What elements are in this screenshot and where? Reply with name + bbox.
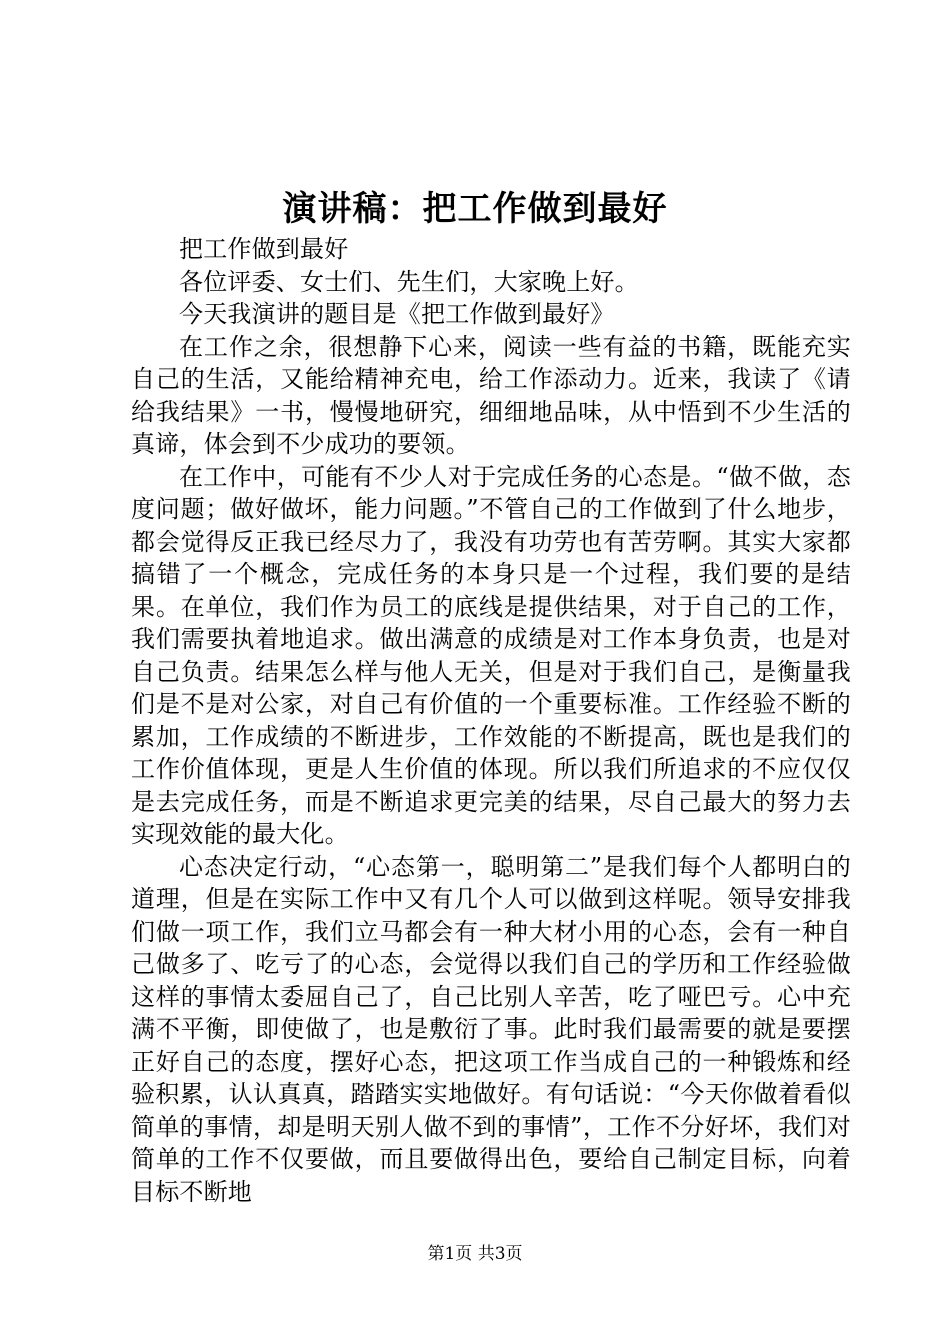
document-title: 演讲稿：把工作做到最好 bbox=[282, 189, 668, 229]
document-body bbox=[131, 233, 851, 1208]
paragraph-topic: 今天我演讲的题目是《把工作做到最好》 bbox=[179, 300, 615, 328]
page-number-footer: 第1页 共3页 bbox=[427, 1244, 523, 1264]
paragraph-reading: 在工作之余，很想静下心来，阅读一些有益的书籍，既能充实自己的生活，又能给精神充电，给工作添动力。近来，我读了《请给我结果》一书，慢慢地研究，细细地品味，从中悟到不少生活的真谛，体会到不少成功的要领。 bbox=[131, 332, 851, 458]
paragraph-results: 在工作中，可能有不少人对于完成任务的心态是。“做不做，态度问题；做好做坏，能力问题。”不管自己的工作做到了什么地步，都会觉得反正我已经尽力了，我没有功劳也有苦劳啊。其实大家都搞错了一个概念，完成任务的本身只是一个过程，我们要的是结果。在单位，我们作为员工的底线是提供结果，对于自己的工作，我们需要执着地追求。做出满意的成绩是对工作本身负责，也是对自己负责。结果怎么样与他人无关，但是对于我们自己，是衡量我们是不是对公家，对自己有价值的一个重要标准。工作经验不断的累加，工作成绩的不断进步，工作效能的不断提高，既也是我们的工作价值体现，更是人生价值的体现。所以我们所追求的不应仅仅是去完成任务，而是不断追求更完美的结果，尽自己最大的努力去实现效能的最大化。 bbox=[131, 462, 851, 848]
paragraph-greeting: 各位评委、女士们、先生们，大家晚上好。 bbox=[179, 267, 639, 296]
paragraph-attitude: 心态决定行动，“心态第一，聪明第二”是我们每个人都明白的道理，但是在实际工作中又有几个人可以做到这样呢。领导安排我们做一项工作，我们立马都会有一种大材小用的心态，会有一种自己做多了、吃亏了的心态，会觉得以我们自己的学历和工作经验做这样的事情太委屈自己了，自己比别人辛苦，吃了哑巴亏。心中充满不平衡，即使做了，也是敷衍了事。此时我们最需要的就是要摆正好自己的态度，摆好心态，把这项工作当成自己的一种锻炼和经验积累，认认真真，踏踏实实地做好。有句话说：“今天你做着看似简单的事情，却是明天别人做不到的事情”，工作不分好坏，我们对简单的工作不仅要做，而且要做得出色，要给自己制定目标，向着目标不断地 bbox=[131, 852, 851, 1206]
paragraph-subtitle: 把工作做到最好 bbox=[179, 235, 349, 263]
